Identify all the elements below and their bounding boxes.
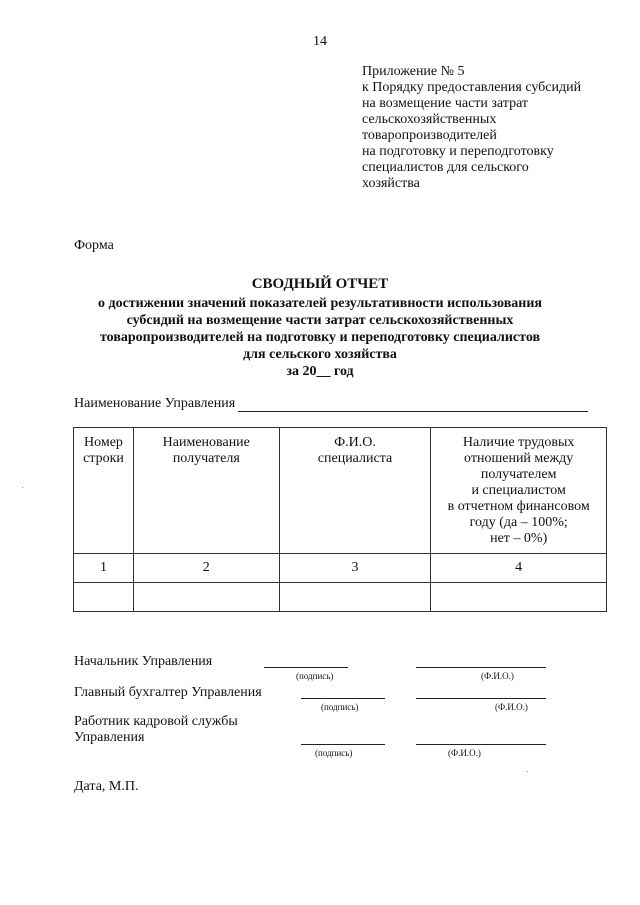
signature-line[interactable] (301, 698, 385, 699)
header-specialist-name: Ф.И.О. специалиста (279, 428, 431, 554)
organization-field (74, 396, 588, 412)
column-number: 3 (279, 554, 431, 583)
signature-caption: (подпись) (321, 702, 359, 712)
signature-label-head: Начальник Управления (74, 654, 213, 669)
report-title-main: СВОДНЫЙ ОТЧЕТ (251, 276, 389, 292)
signature-label-hr: Работник кадровой службы Управления (74, 714, 238, 745)
column-number-row (74, 554, 607, 583)
name-caption: (Ф.И.О.) (495, 702, 528, 712)
report-title-line: товаропроизводителей на подготовку и переподготовку специалистов (99, 330, 541, 345)
table-cell-empty[interactable] (279, 583, 431, 612)
report-title-line: о достижении значений показателей результативности использования (98, 296, 542, 311)
report-title-line: субсидий на возмещение части затрат сельскохозяйственных (126, 313, 514, 328)
header-row-number: Номер строки (74, 428, 134, 554)
table-cell-empty[interactable] (74, 583, 134, 612)
form-label: Форма (74, 238, 114, 253)
date-stamp-label: Дата, М.П. (74, 779, 139, 794)
organization-blank-line[interactable] (238, 397, 588, 412)
name-caption: (Ф.И.О.) (481, 671, 514, 681)
scan-speck (527, 771, 528, 772)
report-title-line: для сельского хозяйства (243, 347, 397, 362)
header-employment-relations: Наличие трудовых отношений между получателем и специалистом в отчетном финансовом году (да – 100%; нет – 0%) (431, 428, 607, 554)
appendix-note (362, 64, 622, 192)
report-table (73, 427, 607, 612)
table-row (74, 583, 607, 612)
page-number: 14 (313, 34, 327, 49)
appendix-line: на подготовку и переподготовку (362, 144, 554, 159)
scan-speck (22, 487, 23, 488)
signature-caption: (подпись) (296, 671, 334, 681)
column-number: 1 (74, 554, 134, 583)
name-line[interactable] (416, 667, 546, 668)
column-number: 2 (133, 554, 279, 583)
organization-label: Наименование Управления (74, 396, 236, 411)
table-cell-empty[interactable] (133, 583, 279, 612)
signature-label-accountant: Главный бухгалтер Управления (74, 685, 262, 700)
report-title (60, 275, 580, 380)
signature-line[interactable] (301, 744, 385, 745)
appendix-line: специалистов для сельского (362, 160, 529, 175)
appendix-line: на возмещение части затрат (362, 96, 529, 111)
appendix-line: к Порядку предоставления субсидий (362, 80, 582, 95)
signature-line[interactable] (264, 667, 348, 668)
table-header-row (74, 428, 607, 554)
column-number: 4 (431, 554, 607, 583)
table-cell-empty[interactable] (431, 583, 607, 612)
name-caption: (Ф.И.О.) (448, 748, 481, 758)
name-line[interactable] (416, 744, 546, 745)
appendix-line: сельскохозяйственных (362, 112, 497, 127)
signature-caption: (подпись) (315, 748, 353, 758)
appendix-line: Приложение № 5 (362, 64, 465, 79)
header-recipient-name: Наименование получателя (133, 428, 279, 554)
appendix-line: товаропроизводителей (362, 128, 497, 143)
name-line[interactable] (416, 698, 546, 699)
report-period: за 20__ год (286, 364, 354, 379)
appendix-line: хозяйства (362, 176, 420, 191)
